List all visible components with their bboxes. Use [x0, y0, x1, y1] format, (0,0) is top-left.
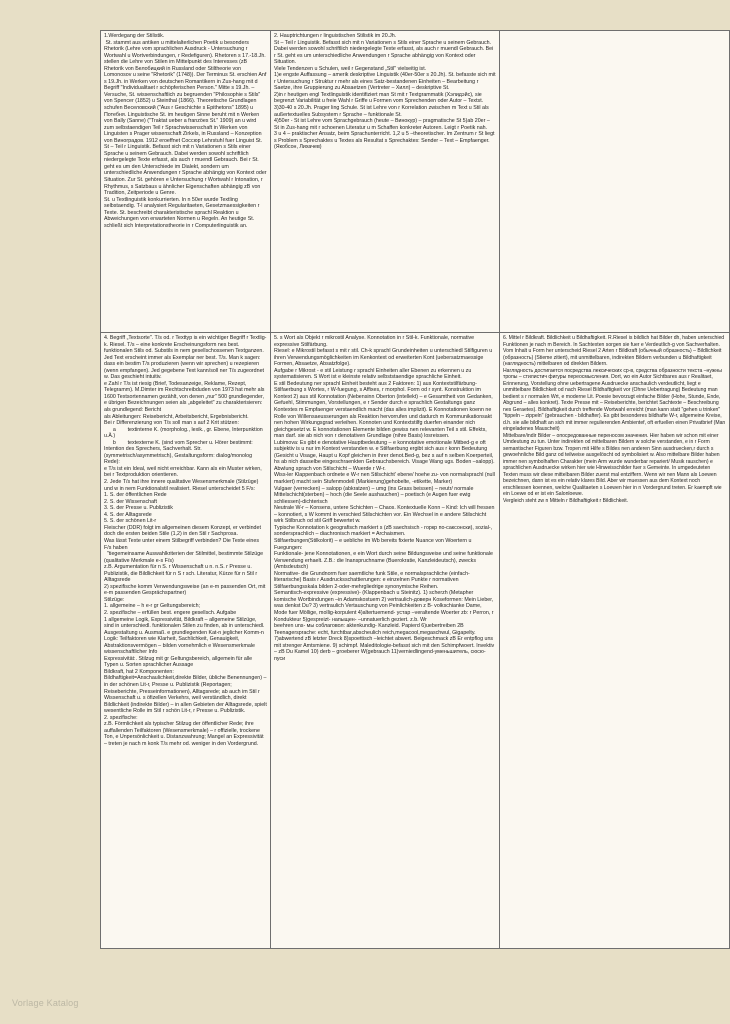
cell-text: 5. s Wort als Objekt r mikrostil Analyse. Konnotation in r Stil-k. Funktionale, normative expressive Stilfärbung. Riesel: e Mikrostil befasst s mit r stil. Ch-k sprachl Grundeinheiten u unterschiedl Stilfiguren u ihren Verwendungsmöglichkeiten im Kenkontext od erweiterten Kont (uebersatzmaessige Formen, Absaetze, Absatzfolge). Aufgabe r Mikrost - e stil Leistung r sprachl Einheiten aller Ebenen zu erkennen u zu systematisieren. S Wort ist e kleinste relativ selbststaendige sprachliche Einheit. E stil Bedeutung ner sprachl Einheit besteht aus 2 Faktoren: 1) aus Kontextstilfärbung- Stilfaerbung s Wortes, r W-fuegung, s Affixes, r morphol. Form od r synt. Konstruktion im Kontext 2) aus stil Konnotation (Nebensinn Oberton (intellekt) – e Gesamtheit von Gedanken, Gefuehl, Stimmungen, Vorstellungen, e r Sender durch e sprachlich Gestaltungs ganz Kontextes m Empfaenger verstaendlich macht (das alles implizit). E Konnotationen koenn ne Rolle von Willensaeusserungen als Reaktion hervorrufen und dadurch m Kommunikationsakt nen hohen Wirkungsgrad verleihen. Konnoten und Kontextstilfg duerfen einander nich gleichgesetzt w. E konnotationen Elemente bilden gewiss nen relevanten Teil s stil. Effekts, man darf. sie ab nich von r denotativen Grundlage (nihre Basis) losreissen. Lubimova: Es gibt e denotative Hauptbedeutung – e konnotative emotionale Mitbed-g e oft subjektiv is u nur im Kontext verstanden w. e Stilfaerbung ergibt sich aus r konn Bedeutung (Gesicht u Visage, Haupt u Kopf gleichen in ihrer denot.Bed-g, bez s auf n selben Koerperteil, hs ab nich dasselbe eingeschraenkten Gebrauchsbereich. Visage Wang ugs. Boden –salopp). Abwlung sprach von Stilschicht – Wuerde r W-r. Wiss-ler Klappenbach ordnete e W-r nen Stilschicht' ebene/ hoehe zu- von normalsprachl (null markiert) macht sein Stufenmodell (Markierung)gehobelte, -etikette, Marker) Vulgaer (verrecken) – salopp (abkratzen) – umg (ins Grass beissen) – neutr/ normale Mittelschicht(sterben) – hoch (die Seele aushauchen) – poetisch (e Augen fuer ewig schliessen)-dichterisch Neutrale W-r – Konsens, untere Schichten – Chaos. Kontextuelle Konn – Kind: Ich will fressen – konnotiert, s W kommt in verschied Stilschichten vor. Ein Wechsel in e andere Stilschicht wirk Stilbruch od stil Griff bewertet w. Typische Konnotation k geografisch markiert s (zB saechsisch - горкр по-саксонски), sozial-, sondersprachlich – diachronisch markiert = Archaismen. Stilfaerbungen(Stilkolorit) – e uebliche im Wb bereits fixierte Nuance von Woertern u Fuegungen: Funktionale- jene Konnotationen, e ein Wort durch seine Bildungsweise und seine funktionale Verwendung erhaelt. Z.B.: die Inanspruchname (Buerokratie, Kanzleideutsch), zwecks (Amtsdeutsch) Normative- die Grundnorm fuer saemtliche funk Stile, e normalsprachliche (einfach-literarische) Basis r Ausdrucksschattierungen: e einzelnen Punkte r normativen Stilfaerbungsskala bilden 2-oder-mehrgliedrige synonymische Reihen. Semantisch-expressive (expressive)- (Klappenbach u Steinitz). 1) scherzh (Metapher komische Wortbindungen –in Adamskostuem 2) vertraulich-доверн Koseformen: Mein Lieber, was denkst Du? 3) vertraulich Vertauschung von Peinlichkeiten z B- volkschianke Dame, Mode fuer Möllige, mollig-korpulent 4)altertuemend- устар –veraltende Woerter zb: r Perron, r Kondukteur 5)gespreizt- напыщен- –unnatuerlich geziert. z.b. Wr beehren uns- мы соблаговол: aktenkundig- Kanzleid. Papierd 6)uebertreiben 2B Teenagersprache: echt, furchtbar,abscheulich reich,megacool,megaschwul, Gigapelty. 7)abwertend zB letzter Dreck 8)spoettisch –leichtet abwert. Beigeschmack zB Er entpflog uns mit strenger Amtsmiene. 9) schimpf. Maleditologie-befasst sich mit den Schimpfwoert. Invektiv – zB Du Kamel 10) derb – groeberer W(gebrauch 11)verniedlingend-уменьшитель, сюсю-пуси [274, 335, 495, 662]
cell-text: 4. Begriff „Textsorte". T/s od. r Texttyp is ein wichtiger Begriff r Textlig-k. Riesel. T/s – eine konkrete Erscheinungsform nes best. funktionalen Stils od. Substils in nem gesellschossenen Textganzen. Jed Text erscheint immer als Exemplar ner best. T/s. Man k sagen: dass ein bestim T/s produzieren (wenn wir sprechen) u rezepieren (wenn empfangen). Jed gegebene Text kann/soll ner T/s zugeordnet w. Das geschieht intuitiv. e Zahl r T/s ist riesig (Brief, Todesanzeige, Reklame, Rezept, Telegramm). M.Dimter im Rechtschreibduden von 1973 hat mehr als 1600 Textsortennamen gezählt, von denen „nur" 500 grundlegender, e übrigen Bezeichnungen seien als „abgeleitet" zu charakterisieren: als grundlegend: Bericht als Ableitungen: Reisebericht, Arbeitsbericht, Ergebnisbericht. Bei r Differenzierung von T/s soll man s auf 2 Krit stützen: a textinterne K. (morpholog., lexik., gr. Ebene, Interpunktion u.Ä.) b textexterne K. (sind vom Sprecher u. Hörer bestimmt: Intention des Sprechers, Sachverhalt. Str. (symmetrisch/asymmetrisch), Gestaltungsform: dialog/monolog Rede): e T/s ist ein Ideal, weil nicht erreichbar. Kann als ein Muster wirken, bei r Textproduktion orientieren. 2. Jede T/s hat ihre innere qualitative Wesensmerkmale (Stilzüge) und w in nem Funktionalstil realisiert. Riesel unterscheidet 5 F/s: 1. S. der öffentlichen Rede 2. S. der Wissenschaft 3. S. der Presse u. Publizistik 4. S. der Alltagsrede 5. S. der schönen Lit-r Fleischer (DDR) folgt im allgemeinen diesem Konzept, er verbindet doch die ersten beiden Stile (1,2) in den Stil r Sachprosa. Was lässt Texte unter einem Stilbegriff verbinden? Die Texte eines F/s haben "tiegemeinsame Auswahlkriterien der Stilmittel, bestimmte Stilzüge (qualitative Merkmale e-s F/s) z.B. Argumentation für n S. r Wissenschaft u n. n.S. r Presse u. Publizistik, die Bildlichkeit für n S r sch. Literatur, Kürze für n Stil r Alltagsrede 2) spezifische komm Verwendungsweise (an e-m passenden Ort, mit e-m passenden Gesprächspartner) Stilzüge: 1. allgemeine – h e-r gr Geltungsbereich; 2. spezifische – erfüllen best. engere gesellsch. Aufgabe 1 allgemeine Logik, Expressivität, Bildkraft – allgemeine Stilzüge, sind in unterschiedl. funktionalen Stilen zu finden, ab in unterschiedl. Ausgestaltung u. Ausmaß. e grundlegenden Kat-n jeglicher Komm-n Logik: Teilfaktoren wie Klarheit, Sachlichkeit, Genauigkeit, Abstraktionsvermögen – bilden vornehmlich e Wesensmerkmale wissenschaftlicher Info Expressivität:. Stilzug mit gr Geltungsbereich, allgemein für alle Typen u. Sorten sprachlicher Aussage Bildkraft, hat 2 Komponenten: Bildhaftigkeit=Anschaulichkeit,direkte Bilder, übliche Benennungen) – in der schönen Lit-r, Presse u. Publizistik (Reportagen; Reiseberichte, Presseinformationen), Alltagsrede; ab auch im Stil r Wissenschaft u. s öfizellen Verkehrs, weil verständlich, direkt Bildlichkeit (indirekte Bilder) – in allen Gebieten der Alltagsrede, spielt wesentliche Rolle im Stil r schön Lit-r, r Presse u. Publizistik. 2. spezifische: z.B. Förmlichkeit als typischer Stilzug der öffentlicher Rede; ihre auffallenden Teilfaktoren (Wesensmerkmale) – r offizielle, trockene Ton, e Unpersönlichkeit u. Distanzwahrung; Mangel an Expressivität – treten je nach m konk T/s mehr od. weniger in den Vordergrund. [104, 335, 267, 747]
watermark-text: Vorlage Katalog [12, 998, 79, 1008]
cell-text: 2. Hauptrichtungen r linguistischen Stilistik im 20.Jh. St – Teil r Linguistik. Befasst sich mit n Variationen s Stils einer Sprache u seinem Gebrauch. Dabei werden sowohl schriftlich niedergelegte Texte erfasst, als auch r muendl Gebrauch. Bei r St. geht es um unterschiedliche Anwendungen r Sprache abhängig von Kontext oder Situation. Viele Tendenzen u Schulen, weil r Gegenstand „Stil" vielseitig ist. 1)e engste Auffassung – amerik deskriptive Linguistik (40er-50er s 20.Jh). St. befasste sich mit r Untersuchung r Struktur r mehr als eines Satz-bestandenen Einheiten – Bearbeitung r Saetze, ihre Gruppierung zu Absaetzen (Vertreter – Хилл) – deskriptive St. 2)in r heutigen engl Textlinguistik identifiziert man St mit r Textgrammatik (Хэлидэйс), sie begrenzt Variabilität u freie Wahl r Griffe u Formen vom Sprechenden oder Autor – Textst. 3)30-40 s 20.Jh. Prager ling Schule. St ist Lehre von r Korrelation zwischen m Text u Stil als außertextuelles Subsystem r Sprache – funktionale St. 4)50er - St ist Lehre vom Sprachgebrauch (heute – Винокур) – pragmatische St 5)ab 20er – St in Zus-hang mit r schoenen Literatur u m Schaffen konkreter Autoren. Leigt r Poetik nah. 3 u 4 – praktischer Ansatz, beim Sprachunterricht. 1,2 u 5 –theoretischer. Im Zentrum r St liegt s Problem s Sprechaktes u Textes als Resultat s Sprechaktes: Sender – Text – Empfaenger. (Якобсон, Лихачев) [274, 33, 496, 151]
cell-textsorte [101, 333, 271, 949]
cell-empty [500, 31, 730, 333]
cell-werdegang-stilistik [101, 31, 271, 333]
cell-text: 6. Mittel r Bildkraft. Bildlichkeit u Bildhaftigkeit. R.Riesel is bildlich hat Bilder dh, haben unterschied Funktionen je nach m Bereich. In Sachtexten sorgen sie fuer e Verdeutlich-g von Sachverhalten. Vom Inhalt u Form her unterscheid Riesel 2 Arten r Bildkraft (обычный образность) – Bildlichkeit (образность) (Stieme zitiert), mit unmittelbaren, indirekten Bildern verbunden u Bildhaftigkeit (наглядность) mittelbaren od direkten Bildern. Наглядность достигается посредства лексических ср-в, средства образности текста –нужны тропы – стилистич фигуры переосмысления. Dort, wo ein Autor Sichtbares aus r Realitaet, Erinnerung, Vorstellung ohne uebertragene Ausdruecke anschaulich verdeutlicht, liegt e unmittelbare Bildlichkeit od nach Riesel Bildhaftigkeit vor (Ohne Uebertragung) Bedeutung man bedient s r normalen Wrt, e moderne Lit. Poesie bevorzugt einfache Bilder (Hohe, Stunde, Ende, Abgrund – alles konkret). Texte Presse mit – Reiseberichte, berichtet Sachtexte – Beschreibung nes Geraetes). Bildhaftigkeit durch treffende Wortwahl erreicht (man kann statt "gehen u trinken" "tippeln – zippeln" (gebrauchen - bildhafter). Es gibt besonderes bildhafte W-r, allgemeine Kreise, d.h. sie alle bildhaft an sich mit immer regulierenden Ambientef, oft erfuellen einen Privatbrief (Man eingeladenes Mauschelt) Mittelbare/indir Bilder – опосредованные переносом значения. Hier haben wir schon mit einer Umdeutung zu tun. Unter indirekten od mittelbaren Bildern w solche verstanden, e in r Form semantischer Figuren bzw. Tropen mit Hilfe s Bildes nen anderen Sinn ausdruecken,r durch s gewoehnliche Bild ganz od teilweise ausgelöscht od symbolisiert w. Also mittelbare Bilder haben immer nen symbolhaften Charakter (mein Arm wurde wunderbar repariert/ Musik rauschen) e sprachlichen Ausdruecke wirken hier wie Hinweisschilder fuer s Gemeinte. In umgedeuteten Texten muss wir diese mittelbaren Bilder zuerst mal entziffern. Wenn wir nen Mann als Loewen bezeichnen, dann ist es ein relativ klares Bild. Aber wir muessen aus dem Kontext noch erschliessen koennen, welche Qualitaeten s Loewen hier in n Vordergrund treten. Er kaempft wie ein Loewe od er ist ein Salonloewe. Vergleich steht zw n Mitteln r Bildhaftigkeit r Bildlichkeit. [503, 335, 726, 504]
cell-text: 1.Werdegang der Stilistik. St. stammt aus antiken u mittelalterlichen Poetik u besonders Rhetorik (Lehre vom sprachlichen Ausdruck - Untersuchung r Wortwahl u Wortverbindungen, r Redefiguren). Rhetoren s 17.-18.Jh. stellen die Lehre von Stilen im Mittelpunkt des Interesses (zB Rhetorik von Белобицкий in Russland oder Stiltheorie von Lomonosov u seine "Rhetorik" (1748)). Der Terminus St. erschien Anf s 19.Jh. in Werken von deutschen Romantikern in Zus-hang mit d Begriff "Individualitaet r schöpferischen Person." Mitte s 19.Jh. – Versuche, St. wissenschaftlich zu begruenden "Philosophie s Stils" von Spencer (1852) u Steinthal (1866). Theoretische Grundlagen schufen Веселовский ("Aus r Geschichte s Epithetons" 1895) u Потебня. Linguistische St. im heutigen Sinne beruht mit n Werken von Bally (Sanne) ("Traktat ueber a franzöes St." 1909) an u wird zum selbstaendigen Teil r Sprachwissenschaft in Werken von Linguisten s Prager wissenschaft Zirkels, in Russland – Konzeption von Виноградов. 1912 eroeffnet Соссюр Lehrstuhl fuer Linguist St. St – Teil r Linguistik. Befasst sich mit n Variationen s Stils einer Sprache u seinem Gebrauch. Dabei werden sowohl schriftlich niedergelegte Texte erfasst, als auch r muendl Gebrauch. Bei r St. geht es um den Unterschiede im Dialekt, sondern um unterschiedliche Anwendungen r Sprache abhängig von Kontext oder Situation. Zur St. gehören e Untersuchung r Wortwahl r Intonation, r Rhythmus, s Satzbaus u ähnlicher Eigenschaften abhängig zB von Tradition, Zeitperiode u Genre. St. u Textlinguistik konkurrierten. In n 50er wurde Textling selbstaendig. T-l analysiert Regularitaeten, Gesetzmaessigkeiten r Texte. St. beschreibt charakteristische sprachl Reaktion u Abweichungen von erwarteten Normen u Regeln. An heutige St. schließt sich Interpretationstheorie in r Computerlinguistik an. [104, 33, 267, 229]
table-row [101, 333, 730, 949]
table-row [101, 31, 730, 333]
notes-table [100, 30, 730, 949]
cell-hauptrichtungen [271, 31, 500, 333]
cell-bildkraft [500, 333, 730, 949]
cell-mikrostil-konnotation [271, 333, 500, 949]
